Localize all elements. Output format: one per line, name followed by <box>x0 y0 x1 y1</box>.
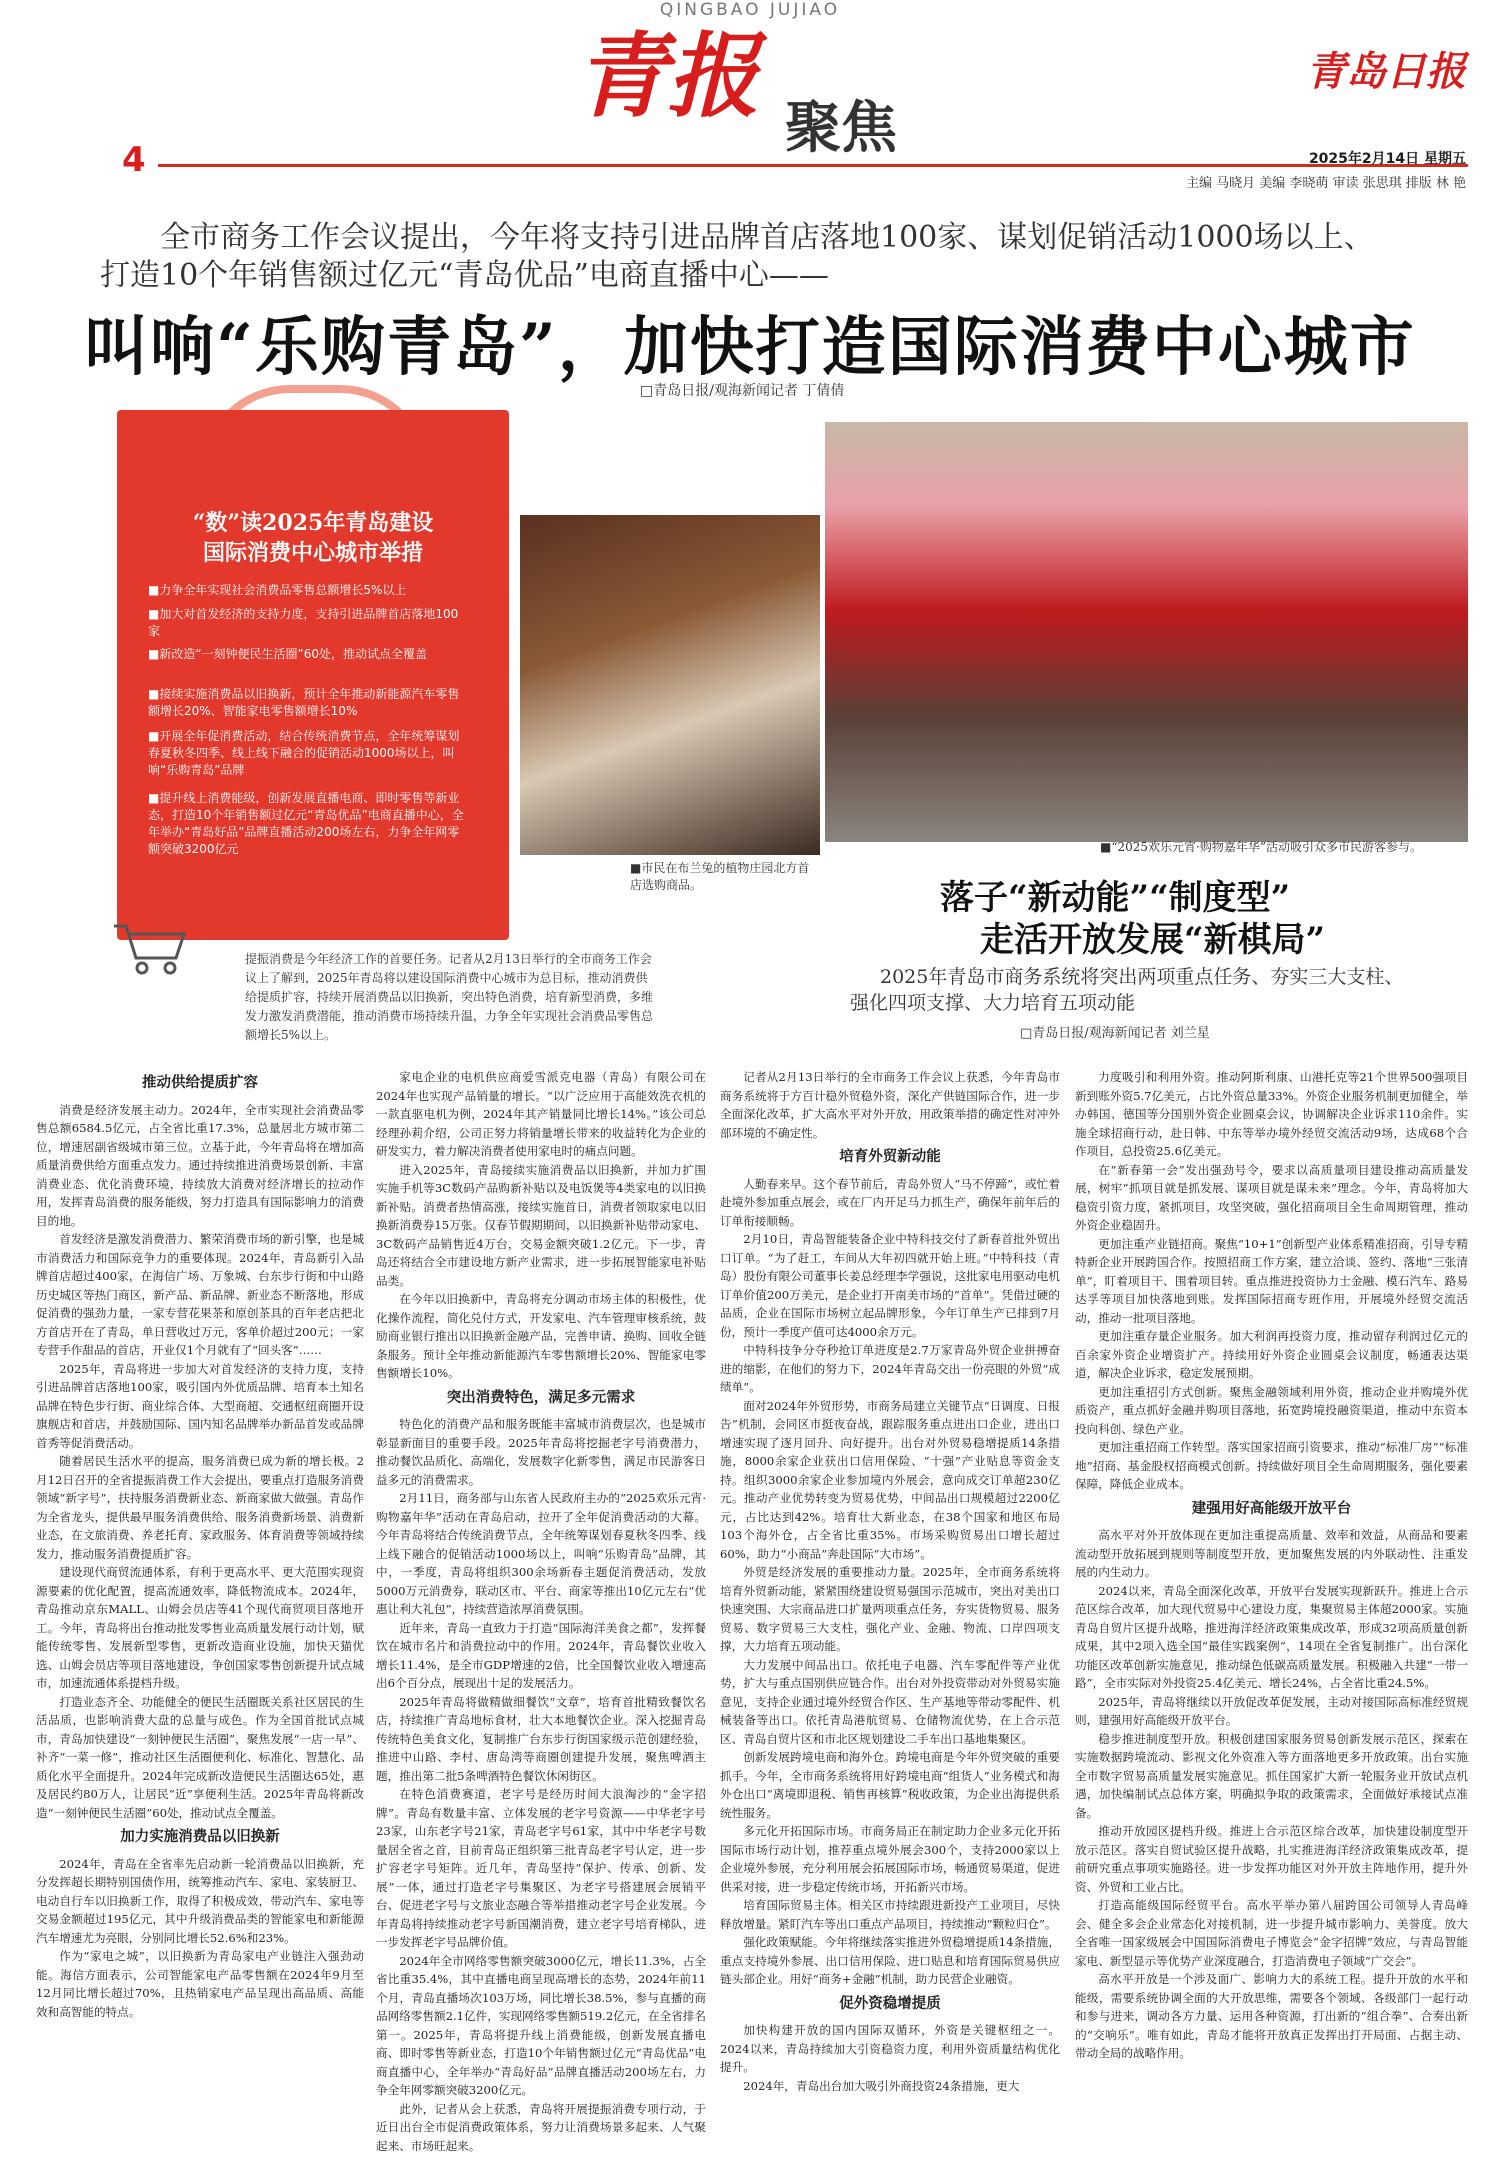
section-name: 聚焦 <box>785 95 897 161</box>
newspaper-logo: 青岛日报 <box>1306 48 1466 95</box>
article2-headline-line2: 走活开放发展“新棋局” <box>980 920 1326 960</box>
article1-kicker-line2: 打造10个年销售额过亿元“青岛优品”电商直播中心—— <box>100 258 829 293</box>
shopping-bag-infographic <box>117 410 509 940</box>
paragraph: 2024以来，青岛全面深化改革，开放平台发展实现新跃升。推进上合示范区综合改革，加大现代贸易中心建设力度，集聚贸易主体超2000家。实施青岛自贸片区提升战略，推进海洋经济政策集成改革，形成32项高质量创新成果，其中2项入选全国“最佳实践案例”，14项在全省复制推广。出台深化功能区改革创新实施意见，推动绿色低碳高质量发展。积极融入共建“一带一路”，全市实际对外投资25.4亿美元、增长24%，占全省比重24.5%。 <box>1075 1583 1468 1690</box>
article1-byline: □青岛日报/观海新闻记者 丁倩倩 <box>640 383 845 399</box>
subheading: 建强用好高能级开放平台 <box>1191 1499 1352 1517</box>
subheading: 促外资稳增提质 <box>839 1994 941 2012</box>
paragraph: 高水平开放是一个涉及面广、影响力大的系统工程。提升开放的水平和能级，需要系统协调全面的大开放思维，需要各个领域、各级部门一起行动和参与进来，调动各方力量、运用各种资源，打出新的“组合拳”、合奏出新的“交响乐”。唯有如此，青岛才能将开放真正发挥出打开局面、占据主动、带动全局的战略作用。 <box>1075 1972 1468 2060</box>
paragraph: 打造业态齐全、功能健全的便民生活圈既关系社区居民的生活品质，也影响消费大盘的总量与成色。作为全国首批试点城市，青岛加快建设“一刻钟便民生活圈”，聚焦发展“一店一早”、补齐“一菜一修”，推动社区生活圈便利化、标准化、智慧化、品质化水平全面提升。2024年完成新改造便民生活圈达65处，惠及居民约80万人，让居民“近”享便利生活。2025年青岛将新改造“一刻钟便民生活圈”60处，推动试点全覆盖。 <box>36 1694 364 1820</box>
paragraph: 此外，记者从会上获悉，青岛将开展提振消费专项行动，于近日出台全市促消费政策体系，努力让消费场景多起来、人气聚起来、市场旺起来。 <box>376 2101 706 2153</box>
subheading: 培育外贸新动能 <box>839 1148 941 1165</box>
paragraph: 2024年，青岛出台加大吸引外商投资24条措施，更大 <box>743 2078 1020 2093</box>
article2-byline: □青岛日报/观海新闻记者 刘兰星 <box>1020 1026 1210 1041</box>
paragraph: 2024年全市网络零售额突破3000亿元，增长11.3%，占全省比重35.4%，其中直播电商呈现高增长的态势，2024年前11个月，青岛直播场次103万场，同比增长38.5%，参与直播的商品网络零售额2.1亿件，实现网络零售额519.2亿元，在全省排名第一。2025年，青岛将提升线上消费能级，创新发展直播电商、即时零售等新业态，打造10个年销售额过亿元“青岛优品”电商直播中心，全年举办“青岛好品”品牌直播活动200场左右，力争全年网零额突破3200亿元。 <box>376 1953 706 2097</box>
promo-item: ■提升线上消费能级，创新发展直播电商、即时零售等新业态，打造10个年销售额过亿元“青岛优品”电商直播中心，全年举办“青岛好品”品牌直播活动200场左右，力争全年网零额突破3200亿元 <box>148 791 464 856</box>
subheading: 推动供给提质扩容 <box>142 1074 258 1091</box>
paragraph: 稳步推进制度型开放。积极创建国家服务贸易创新发展示范区，探索在实施数据跨境流动、影视文化外资准入等方面落地更多开放政策。出台实施全市数字贸易高质量发展实施意见。抓住国家扩大新一轮服务业开放试点机遇，加快编制试点总体方案，明确拟争取的政策需求，全面做好承接试点准备。 <box>1075 1731 1468 1820</box>
promo-title-line2: 国际消费中心城市举措 <box>202 540 423 566</box>
column-4 <box>1075 1068 1468 2063</box>
paragraph: 外贸是经济发展的重要推动力量。2025年，全市商务系统将培育外贸新动能，紧紧围绕建设贸易强国示范城市，突出对美出口快速突围、大宗商品进口扩量两项重点任务，夯实货物贸易、服务贸易、数字贸易三大支柱，强化产业、金融、物流、口岸四项支撑，大力培育五项动能。 <box>720 1565 1060 1653</box>
paragraph: 更加注重招引方式创新。聚焦金融领域利用外资，推动企业并购境外优质资产，重点抓好金融并购项目落地，拓宽跨境投融资渠道，推动中东资本投向科创、绿色产业。 <box>1075 1384 1468 1436</box>
paragraph: 力度吸引和利用外资。推动阿斯利康、山港托克等21个世界500强项目新到账外资5.7亿美元，占比外资总量33%。外资企业服务机制更加健全，举办韩国、德国等分国别外资企业圆桌会议，协调解决企业诉求110余件。实施全球招商行动，赴日韩、中东等举办境外经贸交流活动9场，达成68个合作项目，总投资25.6亿美元。 <box>1075 1070 1468 1158</box>
paragraph: 消费是经济发展主动力。2024年，全市实现社会消费品零售总额6584.5亿元，占全省比重17.3%，总量居北方城市第二位，增速居副省级城市第三位。立基于此，今年青岛将在增加高质量消费供给方面重点发力。通过持续推进消费场景创新、丰富消费业态、优化消费环境，持续放大消费对经济增长的拉动作用，发挥青岛消费的服务能级，努力打造具有国际影响力的消费目的地。 <box>36 1102 364 1228</box>
paragraph: 2025年，青岛将进一步加大对首发经济的支持力度，支持引进品牌首店落地100家，吸引国内外优质品牌、培育本土知名品牌在特色步行街、商业综合体、大型商超、交通枢纽商圈开设旗舰店和首店，并鼓励国际、国内知名品牌举办新品首发或品牌首秀等促消费活动。 <box>36 1361 364 1450</box>
promo-title-line1: “数”读2025年青岛建设 <box>192 510 434 536</box>
column-2 <box>376 1068 706 2155</box>
paragraph: 加快构建开放的国内国际双循环，外资是关键枢纽之一。2024以来，青岛持续加大引资稳资力度，利用外资质量结构优化提升。 <box>720 2023 1060 2074</box>
paragraph: 多元化开拓国际市场。市商务局正在制定助力企业多元化开拓国际市场行动计划，推荐重点境外展会300个，支持2000家以上企业境外参展，充分利用展会拓展国际市场，畅通贸易渠道，促进供采对接，进一步稳定传统市场，开拓新兴市场。 <box>720 1824 1060 1894</box>
paragraph: 中特科技争分夺秒抢订单进度是2.7万家青岛外贸企业拼搏奋进的缩影，在他们的努力下，2024年青岛交出一份亮眼的外贸“成绩单”。 <box>720 1343 1060 1394</box>
article2-subhead-line2: 强化四项支撑、大力培育五项动能 <box>850 992 1136 1014</box>
editor-credits: 主编 马晓月 美编 李晓萌 审读 张思琪 排版 林 艳 <box>1185 176 1466 191</box>
paragraph: 随着居民生活水平的提高，服务消费已成为新的增长极。2月12日召开的全省提振消费工作大会提出，要重点打造服务消费领域“新字号”，扶持服务消费新业态、新商家做大做强。青岛作为全省龙头，提供最早服务消费供给、服务消费新场景、消费新业态，在文旅消费、养老托育、家政服务、体育消费等领域持续发力，推动服务消费提质扩容。 <box>36 1454 364 1561</box>
shopping-cart-icon <box>112 918 192 978</box>
paragraph: 在特色消费赛道，老字号是经历时间大浪淘沙的“金字招牌”。青岛有数量丰富、立体发展的老字号资源——中华老字号23家，山东老字号21家，青岛老字号61家，其中中华老字号数量居全省之首，目前青岛正组织第三批青岛老字号认定，进一步扩容老字号矩阵。近几年，青岛坚持“保护、传承、创新、发展”一体，通过打造老字号集聚区、为老字号搭建展会展销平台、促进老字号与文旅业态融合等举措推动老字号企业发展。今年青岛将持续推动老字号新国潮消费，建立老字号培育梯队，进一步发挥老字号品牌价值。 <box>376 1787 706 1949</box>
lantern-festival-street-photo <box>825 422 1468 842</box>
column-3 <box>720 1068 1060 2095</box>
subheading: 突出消费特色，满足多元需求 <box>446 1388 636 1406</box>
paragraph: 建设现代商贸流通体系，有利于更高水平、更大范围实现资源要素的优化配置，提高流通效率，降低物流成本。2024年，青岛推动京东MALL、山姆会员店等41个现代商贸项目落地开工。今年，青岛将出台推动批发零售业高质量发展行动计划，赋能传统零售、发展新型零售，更新改造商业设施，加快天猫优选、山姆会员店等项目落地建设，争创国家零售创新提升试点城市，加速流通体系提档升级。 <box>36 1565 364 1690</box>
paragraph: 2024年，青岛在全省率先启动新一轮消费品以旧换新，充分发挥超长期特别国债作用，统筹推动汽车、家电、家装厨卫、电动自行车以旧换新工作，取得了积极成效，带动汽车、家电等交易金额超过195亿元，其中升级消费品类的智能家电和新能源汽车增速尤为亮眼，分别同比增长52.6%和23%。 <box>36 1856 364 1945</box>
paragraph: 首发经济是激发消费潜力、繁荣消费市场的新引擎，也是城市消费活力和国际竞争力的重要体现。2024年，青岛新引入品牌首店超过400家，在海信广场、万象城、台东步行街和中山路历史城区等热门商区，新产品、新品牌、新业态不断落地，形成促消费的强劲力量，一家专营花果茶和原创茶具的百年老店把北方首店开在了青岛，单日营收过万元，客单价超过200元；一家专营手作甜品的首店，开业仅1个月就有了“回头客”…… <box>36 1232 364 1357</box>
paragraph: 2025年，青岛将继续以开放促改革促发展，主动对接国际高标准经贸规则，建强用好高能级开放平台。 <box>1075 1694 1468 1727</box>
subheading: 加力实施消费品以旧换新 <box>120 1828 280 1845</box>
paragraph: 在“新春第一会”发出强劲号令，要求以高质量项目建设推动高质量发展，树牢“抓项目就是抓发展、谋项目就是谋未来”理念。今年，青岛将加大稳资引资力度，紧抓项目，攻坚突破，强化招商项目全生命周期管理，推动外资企业稳固升。 <box>1075 1162 1468 1232</box>
section-pinyin: QINGBAO JUJIAO <box>659 0 841 20</box>
store-shoppers-photo <box>520 515 820 855</box>
paragraph: 推动开放园区提档升级。推进上合示范区综合改革，加快建设制度型开放示范区。落实自贸试验区提升战略，扎实推进海洋经济政策集成改革，提前研究重点事项实施路径。进一步发挥功能区对外开放主阵地作用，提升外资、外贸和工业占比。 <box>1075 1824 1468 1894</box>
paragraph: 近年来，青岛一直致力于打造“国际海洋美食之都”，发挥餐饮在城市名片和消费拉动中的作用。2024年，青岛餐饮业收入增长11.4%，是全市GDP增速的2倍，比全国餐饮业收入增速高出6个百分点，展现出十足的发展活力。 <box>376 1620 706 1690</box>
section-logo: 青报 <box>575 22 760 130</box>
promo-item: ■加大对首发经济的支持力度，支持引进品牌首店落地100家 <box>148 607 459 638</box>
article1-headline: 叫响“乐购青岛”，加快打造国际消费中心城市 <box>84 310 1416 385</box>
promo-item: ■接续实施消费品以旧换新，预计全年推动新能源汽车零售额增长20%、智能家电零售额增长10% <box>148 687 460 718</box>
paragraph: 强化政策赋能。今年将继续落实推进外贸稳增提质14条措施，重点支持境外参展、出口信用保险、进口贴息和培育国际贸易供应链头部企业。用好“商务+金融”机制，助力民营企业融资。 <box>720 1935 1060 1986</box>
column-1 <box>36 1068 364 2021</box>
promo-item: ■新改造“一刻钟便民生活圈”60处，推动试点全覆盖 <box>148 647 428 661</box>
paragraph: 特色化的消费产品和服务既能丰富城市消费层次，也是城市彰显新面目的重要手段。2025年青岛将挖掘老字号消费潜力，推动餐饮品质化、高端化，发展数字化新零售，满足市民游客日益多元的消费需求。 <box>376 1417 706 1487</box>
promo-title <box>140 508 486 568</box>
paragraph: 面对2024年外贸形势，市商务局建立关键节点“日调度、日报告”机制，会同区市挺夜奋战，跟踪服务重点进出口企业，进出口增速实现了逐月回升、向好提升。出台对外贸易稳增提质14条措施，8000余家企业获出口信用保险、“十强”产业贴息等资金支持。组织3000余家企业参加境内外展会，意向成交订单超230亿元。推动产业优势转变为贸易优势，中间品出口规模超过2200亿元，占比达到42%。培育壮大新业态，在38个国家和地区布局103个海外仓，占全省比重35%。市场采购贸易出口增长超过60%，助力“小商品”奔赴国际“大市场”。 <box>720 1398 1060 1561</box>
header-divider <box>158 164 1468 167</box>
photo2-caption: ■“2025欢乐元宵·购物嘉年华”活动吸引众多市民游客参与。 <box>1100 840 1422 854</box>
issue-date: 2025年2月14日 星期五 <box>1308 151 1466 167</box>
paragraph: 作为“家电之城”，以旧换新为青岛家电产业链注入强劲动能。海信方面表示，公司智能家电产品零售额在2024年9月至12月同比增长超过70%，且热销家电产品呈现出高品质、高能效和高智能的特点。 <box>36 1949 364 2019</box>
paragraph: 打造高能级国际经贸平台。高水平举办第八届跨国公司领导人青岛峰会、健全多会企业常态化对接机制，进一步提升城市影响力、美誉度。放大全省唯一国家级展会中国国际消费电子博览会“金字招牌”效应，与青岛智能家电、新型显示等优势产业深度融合，打造消费电子领域“广交会”。 <box>1075 1898 1468 1968</box>
paragraph: 2月10日，青岛智能装备企业中特科技交付了新春首批外贸出口订单。“为了赶工，车间从大年初四就开始上班。”中特科技（青岛）股份有限公司董事长姜总经理李学强说，这批家电用驱动电机订单价值200万美元，是企业打开南美市场的“首单”。凭借过硬的品质，企业在国际市场树立起品牌形象，今年订单生产已排到7月份，预计一季度产值可达4000余万元。 <box>720 1232 1060 1339</box>
article2-subhead-line1: 2025年青岛市商务系统将突出两项重点任务、夯实三大支柱、 <box>880 966 1404 988</box>
promo-item: ■力争全年实现社会消费品零售总额增长5%以上 <box>148 583 407 597</box>
paragraph: 高水平对外开放体现在更加注重提高质量、效率和效益，从商品和要素流动型开放拓展到规则等制度型开放，更加聚焦发展的内外联动性、注重发展的内生动力。 <box>1075 1528 1468 1579</box>
paragraph: 家电企业的电机供应商爱雪派克电器（青岛）有限公司在2024年也实现产品销量的增长。“以广泛应用于高能效洗衣机的一款直驱电机为例，2024年其产销量同比增长14%。”该公司总经理孙莉介绍，公司正努力将销量增长带来的收益转化为企业的研发实力，着力解决消费者使用家电时的痛点问题。 <box>376 1070 706 1158</box>
paragraph: 更加注重招商工作转型。落实国家招商引资要求，推动“标准厂房”“标准地”招商、基金股权招商模式创新。持续做好项目全生命周期服务，强化要素保障，降低企业成本。 <box>1075 1440 1468 1491</box>
paragraph: 记者从2月13日举行的全市商务工作会议上获悉，今年青岛市商务系统将于方百计稳外贸稳外资，深化产供链国际合作，进一步全面深化改革，扩大高水平对外开放，用政策举措的确定性对冲外部环境的不确定性。 <box>720 1070 1060 1140</box>
paragraph: 创新发展跨境电商和海外仓。跨境电商是今年外贸突破的重要抓手。今年，全市商务系统将用好跨境电商“组货人”业务模式和海外仓出口“离境即退税、销售再核算”税收政策，为企业出海提供系统性服务。 <box>720 1750 1060 1820</box>
page-number: 4 <box>122 140 146 180</box>
promo-item: ■开展全年促消费活动，结合传统消费节点，全年统筹谋划春夏秋冬四季、线上线下融合的促销活动1000场以上，叫响“乐购青岛”品牌 <box>148 729 460 777</box>
photo1-caption: ■市民在布兰兔的植物庄园北方首店选购商品。 <box>630 861 810 892</box>
paragraph: 培育国际贸易主体。相关区市持续跟进新投产工业项目，尽快释放增量。紧盯汽车等出口重点产品项目，持续推动“颗粒归仓”。 <box>720 1898 1060 1931</box>
paragraph: 大力发展中间品出口。依托电子电器、汽车零配件等产业优势，扩大与重点国别供应链合作。出台对外投资带动对外贸易实施意见，支持企业通过境外经贸合作区、生产基地等带动零配件、机械装备等出口。依托青岛港航贸易、仓储物流优势，在上合示范区、青岛自贸片区和市北区规划建设二手车出口基地集聚区。 <box>720 1657 1060 1746</box>
paragraph: 更加注重产业链招商。聚焦“10+1”创新型产业体系精准招商，引导专精特新企业开展跨国合作。按照招商工作方案，建立洽谈、签约、落地“三张清单”，盯着项目干、围着项目转。重点推进投资协力士金融、模石汽车、路易达孚等项目加快落地到账。发挥国际招商专班作用，开展境外经贸交流活动，推动一批项目落地。 <box>1075 1236 1468 1325</box>
paragraph: 更加注重存量企业服务。加大利润再投资力度，推动留存利润过亿元的百余家外资企业增资扩产。持续用好外资企业圆桌会议制度，畅通表达渠道，解决企业诉求，稳定发展预期。 <box>1075 1329 1468 1380</box>
article2-headline-line1: 落子“新动能”“制度型” <box>940 878 1291 918</box>
paragraph: 人勤春来早。这个春节前后，青岛外贸人“马不停蹄”，或忙着赴境外参加重点展会，或在厂内开足马力抓生产，确保年前年后的订单衔接顺畅。 <box>720 1176 1060 1228</box>
article1-lead: 提振消费是今年经济工作的首要任务。记者从2月13日举行的全市商务工作会议上了解到，2025年青岛将以建设国际消费中心城市为总目标，推动消费供给提质扩容，持续开展消费品以旧换新，突出特色消费，培育新型消费，多维发力激发消费潜能，推动消费市场持续升温，力争全年实现社会消费品零售总额增长5%以上。 <box>245 952 654 1042</box>
paragraph: 2025年青岛将做精做细餐饮“文章”，培育首批精致餐饮名店，持续推广青岛地标食材，壮大本地餐饮企业。深入挖掘青岛传统特色美食文化，复制推广台东步行街国家级示范创建经验，推进中山路、李村、唐岛湾等商圈创建提升发展，聚焦啤酒主题，推出第二批5条啤酒特色餐饮休闲街区。 <box>376 1694 706 1783</box>
paragraph: 进入2025年，青岛接续实施消费品以旧换新，并加力扩围实施手机等3C数码产品购新补贴以及电饭煲等4类家电的以旧换新补贴。消费者热情高涨，接续实施首日，消费者领取家电以旧换新消费券15万张。仅春节假期期间，以旧换新补贴带动家电、3C数码产品销售近4万台，交易金额突破1.2亿元。下一步，青岛还将结合全市建设地方新产业需求，进一步拓展智能家电补贴品类。 <box>376 1162 706 1288</box>
article1-kicker-line1: 全市商务工作会议提出，今年将支持引进品牌首店落地100家、谋划促销活动1000场以上、 <box>160 220 1374 255</box>
paragraph: 2月11日，商务部与山东省人民政府主办的“2025欢乐元宵·购物嘉年华”活动在青岛启动，拉开了全年促消费活动的大幕。今年青岛将结合传统消费节点，全年统筹谋划春夏秋冬四季、线上线下融合的促销活动1000场以上，叫响“乐购青岛”品牌，其中，一季度，青岛将组织300余场新春主题促消费活动，发放5000万元消费券，联动区市、平台、商家等推出10亿元左右“优惠让利大礼包”，持续营造浓厚消费氛围。 <box>376 1491 706 1616</box>
paragraph: 在今年以旧换新中，青岛将充分调动市场主体的积极性，优化操作流程，简化兑付方式，开发家电、汽车管理审核系统，鼓励商业银行推出以旧换新金融产品，完善申请、换购、回收全链条服务。预计全年推动新能源汽车零售额增长20%、智能家电零售额增长10%。 <box>376 1292 706 1380</box>
